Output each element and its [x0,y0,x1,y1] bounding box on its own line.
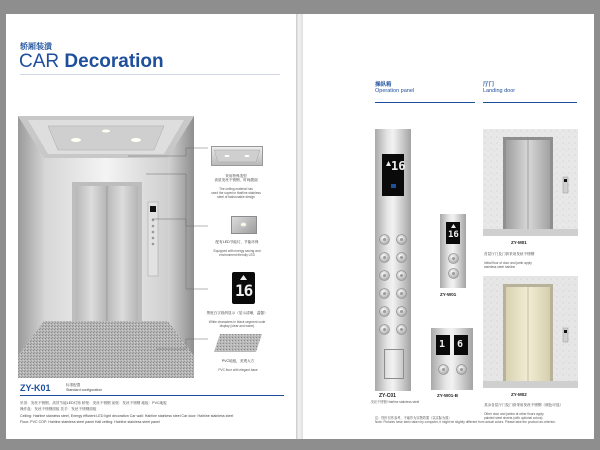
door2-caption: 其余各层厅门及门套采用发丝不锈钢（颜色可选） Other door and jambs at other floors apply painted steel sheets (with optional colors) [484,403,564,420]
door1-label: ZY-M01 [511,240,527,245]
cop-digit: 16 [391,159,406,173]
model-sub: 标准配置 Standard configuration [66,383,103,392]
brand-logo-icon [391,184,396,188]
floor-button[interactable] [397,307,406,316]
title-en-bold: Decoration [64,51,164,72]
floor-button[interactable] [380,307,389,316]
footnote: 注：图片仅作参考，不能作为实物效果（以实际为准） Note: Pictures have been taken by computer, it might be slightly different from actual colors. Please take the product as criterion. [375,416,556,425]
floor-thumbnail [214,334,262,352]
hall-up-button[interactable] [449,254,458,263]
floor-button[interactable] [380,271,389,280]
floor-button[interactable] [380,289,389,298]
door-close-button[interactable] [397,325,406,334]
w01b-label: ZY-W01-B [437,393,459,398]
led-caption: 配有LED节能灯，节能环保 Equipped with energy saving and environment friendly LED [213,240,261,257]
floor-button[interactable] [380,235,389,244]
w01-digit: 16 [448,230,459,240]
hall-panel-w01-image [440,214,466,288]
door1-caption: 首层厅门及门套采用发丝不锈钢 Initial floor of door and jamb apply stainless steel hairline [484,252,535,269]
floor-button[interactable] [380,253,389,262]
landing-door-header: 厅门 Landing door [483,82,516,94]
model-rule [20,395,284,396]
cop-panel-image [375,129,411,391]
led-light-thumbnail [231,216,257,234]
w01b-display-right [454,335,468,355]
hall-up-button[interactable] [457,365,466,374]
title-zh: 轿厢装潢 [20,42,52,51]
cop-display [382,154,404,196]
floor-button[interactable] [397,271,406,280]
ceiling-caption: 采用特殊造型 高质发丝不锈钢，时尚靓丽 The ceiling material has used the superior Hairline stainless steel of fashionable design [211,174,261,200]
arrow-up-icon [240,275,247,280]
floor-button[interactable] [397,253,406,262]
cop-caption: 发丝不锈钢 Hairline stainless steel [370,400,420,404]
book-spine [296,14,303,439]
floor-button[interactable] [397,235,406,244]
title-en-light: CAR [19,51,60,72]
hall-down-button[interactable] [449,269,458,278]
door-open-button[interactable] [380,325,389,334]
w01b-digit-right: 6 [457,339,464,350]
w01-display [446,222,460,244]
floor-button[interactable] [397,289,406,298]
w01-label: ZY-W01 [440,292,457,297]
segment-display-thumbnail [232,272,255,304]
right-page [303,14,594,439]
w01b-digit-left: 1 [439,339,446,350]
operation-panel-header: 操纵箱 Operation panel [375,82,415,94]
door2-label: ZY-M02 [511,392,527,397]
indicator-digit: 16 [235,281,253,300]
arrow-up-icon [451,224,456,228]
ceiling-thumbnail [211,146,263,166]
w01b-display-left [436,335,450,355]
landing-header-rule [483,102,577,103]
cop-label: ZY-C01 [379,393,396,399]
spec-block: 吊顶：发丝不锈钢，高效节能LED灯饰 轿壁：发丝不锈钢 前壁：发丝不锈钢 地板：PVC地板 操作盘：发丝不锈钢面板 扶手：发丝不锈钢面板 Ceiling: Hairline stainless steel, Energy efficient LED light decoration Car wall: Hairline stainless steel Car door: Hairline stainless steel Floor: PVC COP: Hairline stainless steel panel Hall ceiling: Hairline stainless steel panel [20,401,234,424]
landing-door-m01-image [483,129,578,236]
operation-header-rule [375,102,475,103]
hall-up-button[interactable] [439,365,448,374]
hall-panel-w01b-image [431,328,473,390]
model-code: ZY-K01 [20,383,51,393]
title-divider [20,74,280,75]
service-cabinet [384,349,404,379]
title-en [19,51,164,73]
landing-door-m02-image [483,276,578,388]
display-caption: 黑底白字段码显示（显示清晰，温馨） White characters in black segment code display (clear and warm) [206,311,268,328]
floor-caption: PVC地板，美观大方 PVC floor with elegant base [218,359,258,372]
left-page [6,14,296,439]
